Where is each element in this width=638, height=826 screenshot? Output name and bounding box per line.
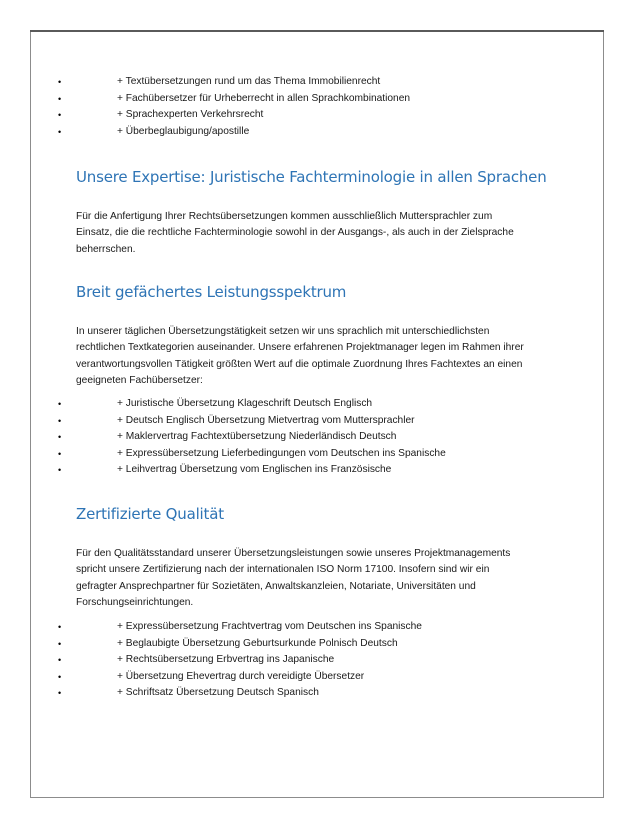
list-item: • + Sprachexperten Verkehrsrecht — [0, 107, 638, 124]
bullet: • — [58, 655, 62, 665]
bullet: • — [58, 399, 62, 409]
bullet: • — [58, 415, 62, 426]
list-item: • + Juristische Übersetzung Klageschrift Deutsch Englisch — [0, 396, 638, 413]
bullet: • — [58, 448, 62, 459]
bullet: • — [58, 126, 62, 137]
bullet: • — [58, 432, 62, 442]
list-item: • + Leihvertrag Übersetzung vom Englischen ins Französische — [0, 462, 638, 479]
section-heading-quality: Zertifizierte Qualität — [76, 505, 224, 523]
bullet: • — [58, 622, 62, 632]
list-item: • + Expressübersetzung Lieferbedingungen vom Deutschen ins Spanische — [0, 446, 638, 463]
service-list-1 — [0, 74, 638, 140]
bullet: • — [58, 638, 62, 649]
bullet: • — [58, 688, 62, 698]
list-item: • + Übersetzung Ehevertrag durch vereidigte Übersetzer — [0, 669, 638, 686]
service-list-3 — [0, 619, 638, 702]
bullet: • — [58, 465, 62, 475]
list-item: • + Fachübersetzer für Urheberrecht in allen Sprachkombinationen — [0, 91, 638, 108]
service-list-2 — [0, 396, 638, 479]
bullet: • — [58, 110, 62, 120]
bullet: • — [58, 93, 62, 104]
list-item: • + Maklervertrag Fachtextübersetzung Niederländisch Deutsch — [0, 429, 638, 446]
bullet: • — [58, 671, 62, 682]
list-item: • + Überbeglaubigung/apostille — [0, 124, 638, 141]
section-heading-services: Breit gefächertes Leistungsspektrum — [76, 283, 347, 301]
list-item: • + Rechtsübersetzung Erbvertrag ins Japanische — [0, 652, 638, 669]
section-paragraph-services: In unserer täglichen Übersetzungstätigkeit setzen wir uns sprachlich mit unterschiedlichsten rechtlichen Textkategorien auseinander. Unsere erfahrenen Projektmanager legen im Rahmen ihrer verantwortungsvollen Tätigkeit größten Wert auf die optimale Zuordnung Ihres Fachtextes an einen geeigneten Fachübersetzer: — [76, 326, 524, 386]
section-paragraph-expertise: Für die Anfertigung Ihrer Rechtsübersetzungen kommen ausschließlich Muttersprachler zum Einsatz, die die rechtliche Fachterminologie sowohl in der Ausgangs-, als auch in der Zielsprache beherrschen. — [76, 211, 514, 255]
list-item: • + Expressübersetzung Frachtvertrag vom Deutschen ins Spanische — [0, 619, 638, 636]
list-item: • + Schriftsatz Übersetzung Deutsch Spanisch — [0, 685, 638, 702]
section-heading-expertise: Unsere Expertise: Juristische Fachterminologie in allen Sprachen — [76, 168, 547, 186]
list-item: • + Beglaubigte Übersetzung Geburtsurkunde Polnisch Deutsch — [0, 636, 638, 653]
section-paragraph-quality: Für den Qualitätsstandard unserer Übersetzungsleistungen sowie unseres Projektmanagements spricht unsere Zertifizierung nach der internationalen ISO Norm 17100. Insofern sind wir ein gefragter Ansprechpartner für Sozietäten, Anwaltskanzleien, Notariate, Universitäten und Forschungseinrichtungen. — [76, 548, 511, 608]
list-item: • + Deutsch Englisch Übersetzung Mietvertrag vom Muttersprachler — [0, 413, 638, 430]
list-item: • + Textübersetzungen rund um das Thema Immobilienrecht — [0, 74, 638, 91]
page-border-top — [30, 30, 604, 32]
bullet: • — [58, 77, 62, 87]
